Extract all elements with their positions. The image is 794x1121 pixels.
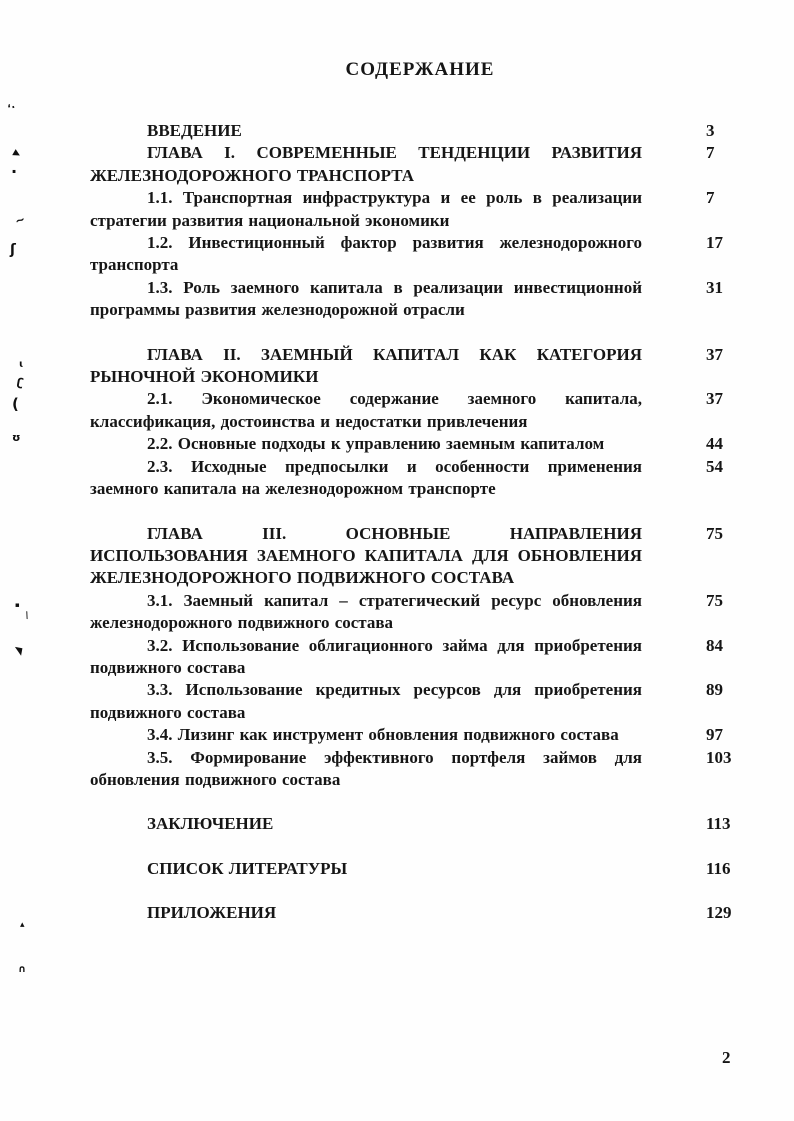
toc-entry: [90, 232, 750, 277]
ink-smudge: ~: [12, 211, 28, 229]
ink-smudge: ▪: [15, 601, 20, 609]
toc-entry-page: 7: [706, 143, 715, 163]
toc-entry-text: 1.2. Инвестиционный фактор развития железнодорожного транспорта: [90, 233, 642, 275]
toc-entry-text: СПИСОК ЛИТЕРАТУРЫ: [147, 858, 348, 878]
toc-entry-text: 1.1. Транспортная инфраструктура и ее роль в реализации стратегии развития национальной экономики: [90, 188, 642, 230]
ink-smudge: ʊ: [12, 431, 21, 444]
toc-entry-page: 54: [706, 456, 723, 476]
ink-smudge: \: [23, 610, 30, 622]
toc-entry-text: 3.4. Лизинг как инструмент обновления подвижного состава: [147, 725, 619, 745]
table-of-contents: [90, 120, 750, 925]
toc-entry-page: 97: [706, 725, 723, 745]
ink-smudge: ▴: [20, 920, 25, 930]
toc-entry: [90, 523, 750, 590]
toc-entry-text: ЗАКЛЮЧЕНИЕ: [147, 814, 274, 834]
ink-smudge: ʃ: [10, 242, 16, 258]
toc-entry-page: 116: [706, 858, 731, 878]
toc-entry: [90, 813, 750, 835]
toc-entry-page: 7: [706, 188, 715, 208]
toc-entry-text: ГЛАВА III. ОСНОВНЫЕ НАПРАВЛЕНИЯ ИСПОЛЬЗОВАНИЯ ЗАЕМНОГО КАПИТАЛА ДЛЯ ОБНОВЛЕНИЯ ЖЕЛЕЗНОДОРОЖНОГО ПОДВИЖНОГО СОСТАВА: [90, 523, 642, 588]
ink-smudge: (: [12, 395, 19, 413]
toc-entry: [90, 187, 750, 232]
ink-smudge: ɩ: [19, 359, 24, 370]
toc-entry-page: 3: [706, 121, 715, 140]
toc-entry-page: 129: [706, 903, 732, 923]
toc-entry-page: 103: [706, 747, 732, 767]
toc-entry-text: 3.5. Формирование эффективного портфеля займов для обновления подвижного состава: [90, 747, 642, 789]
toc-entry-page: 37: [706, 389, 723, 409]
page-title: СОДЕРЖАНИЕ: [345, 59, 495, 80]
toc-entry: [90, 142, 750, 187]
toc-entry: [90, 456, 750, 501]
ink-smudge: ∩: [18, 964, 27, 975]
toc-entry-text: 3.2. Использование облигационного займа для приобретения подвижного состава: [90, 635, 642, 677]
ink-smudge: ʗ: [15, 375, 25, 390]
ink-smudge: ʻ·: [6, 102, 17, 115]
toc-entry-page: 31: [706, 277, 723, 297]
toc-entry-text: 2.2. Основные подходы к управлению заемным капиталом: [147, 434, 605, 454]
toc-entry-text: ГЛАВА I. СОВРЕМЕННЫЕ ТЕНДЕНЦИИ РАЗВИТИЯ ЖЕЛЕЗНОДОРОЖНОГО ТРАНСПОРТА: [90, 143, 642, 185]
toc-entry: [90, 858, 750, 880]
toc-entry-text: 3.1. Заемный капитал – стратегический ресурс обновления железнодорожного подвижного состава: [90, 590, 642, 633]
toc-entry-text: ВВЕДЕНИЕ: [147, 121, 242, 140]
toc-entry: [90, 433, 750, 455]
toc-entry-page: 75: [706, 590, 723, 610]
toc-entry-text: 1.3. Роль заемного капитала в реализации инвестиционной программы развития железнодорожной отрасли: [90, 277, 642, 320]
ink-smudge: ▶: [11, 148, 23, 161]
toc-entry-text: ГЛАВА II. ЗАЕМНЫЙ КАПИТАЛ КАК КАТЕГОРИЯ РЫНОЧНОЙ ЭКОНОМИКИ: [90, 344, 642, 387]
ink-smudge: ◥: [13, 645, 23, 658]
toc-entry-text: ПРИЛОЖЕНИЯ: [147, 903, 277, 923]
toc-entry: [90, 635, 750, 680]
toc-entry: [90, 120, 750, 142]
ink-smudge: ·: [11, 162, 18, 181]
toc-entry-page: 113: [706, 814, 731, 834]
toc-entry-page: 84: [706, 635, 723, 655]
toc-entry-page: 44: [706, 434, 723, 454]
toc-entry-page: 75: [706, 523, 723, 543]
toc-entry-page: 17: [706, 233, 723, 253]
toc-entry: [90, 724, 750, 746]
toc-entry-page: 89: [706, 680, 723, 700]
toc-entry: [90, 277, 750, 322]
toc-entry-text: 3.3. Использование кредитных ресурсов для приобретения подвижного состава: [90, 680, 642, 722]
toc-entry: [90, 344, 750, 389]
toc-entry-text: 2.1. Экономическое содержание заемного капитала, классификация, достоинства и недостатки привлечения: [90, 389, 642, 431]
toc-entry: [90, 679, 750, 724]
toc-entry: [90, 590, 750, 635]
toc-entry: [90, 388, 750, 433]
toc-entry-page: 37: [706, 344, 723, 364]
toc-entry: [90, 747, 750, 792]
toc-entry: [90, 902, 750, 924]
toc-entry-text: 2.3. Исходные предпосылки и особенности применения заемного капитала на железнодорожном транспорте: [90, 456, 642, 499]
page-number: 2: [722, 1048, 731, 1067]
